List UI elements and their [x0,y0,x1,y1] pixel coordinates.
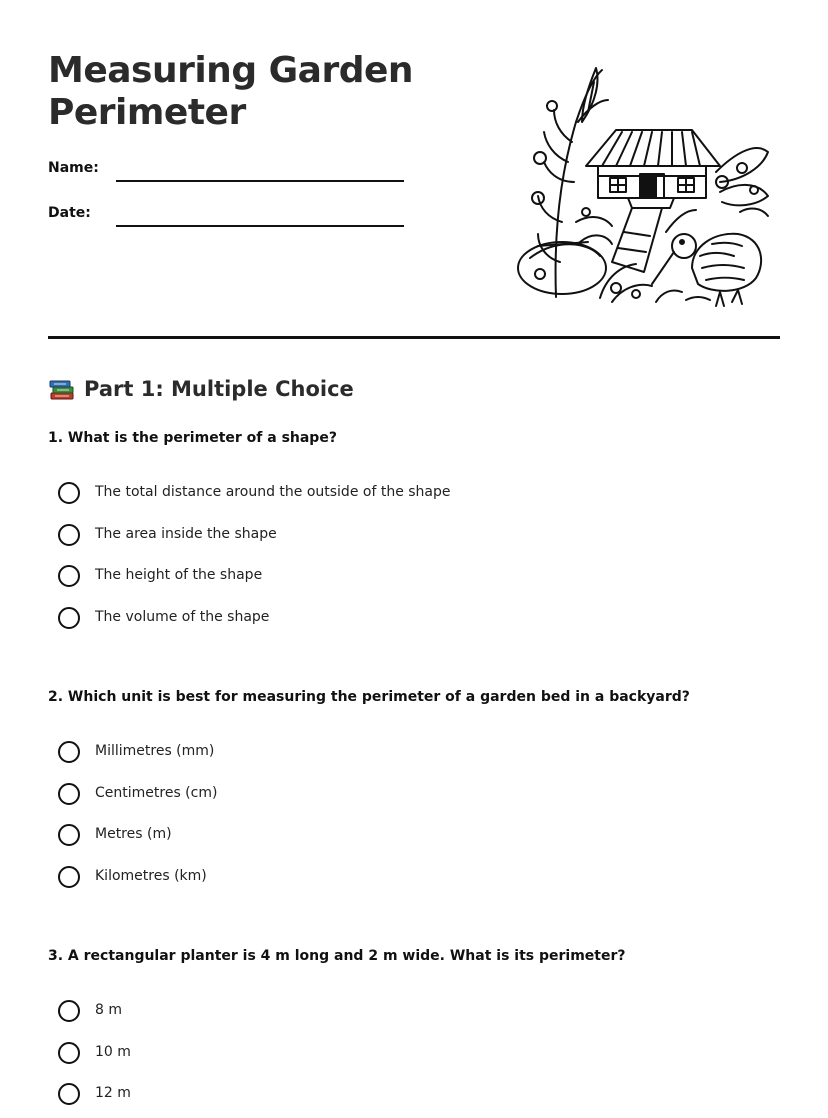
name-line[interactable] [116,180,404,182]
answer-options [58,1000,778,1118]
option-label: 8 m [95,1002,122,1018]
name-field [48,160,408,184]
option-label: The volume of the shape [95,608,270,625]
section-divider [48,336,780,339]
radio-button[interactable] [58,482,80,504]
radio-button[interactable] [58,783,80,805]
answer-option[interactable] [58,783,778,825]
option-label: 10 m [95,1043,131,1060]
question-text: 1. What is the perimeter of a shape? [48,430,337,446]
option-label: Kilometres (km) [95,867,207,884]
radio-button[interactable] [58,1000,80,1022]
answer-option[interactable] [58,741,778,783]
radio-button[interactable] [58,741,80,763]
name-label: Name: [48,160,99,176]
answer-option[interactable] [58,565,778,607]
answer-option[interactable] [58,607,778,649]
garden-house-kiwi-illustration [516,62,772,310]
section-title: Part 1: Multiple Choice [84,377,354,401]
option-label: The total distance around the outside of the shape [95,484,451,500]
question-3 [48,946,788,1101]
answer-option[interactable] [58,482,778,524]
question-text: 2. Which unit is best for measuring the perimeter of a garden bed in a backyard? [48,689,690,705]
answer-option[interactable] [58,824,778,866]
answer-option[interactable] [58,1042,778,1084]
option-label: Metres (m) [95,826,172,842]
question-text: 3. A rectangular planter is 4 m long and 2 m wide. What is its perimeter? [48,948,626,964]
answer-option[interactable] [58,866,778,908]
date-line[interactable] [116,225,404,227]
option-label: Centimetres (cm) [95,784,218,801]
radio-button[interactable] [58,824,80,846]
question-1 [48,428,788,625]
radio-button[interactable] [58,866,80,888]
date-field [48,205,408,229]
answer-option[interactable] [58,1083,778,1118]
answer-options [58,741,778,907]
page-title: Measuring Garden Perimeter [48,50,414,133]
radio-button[interactable] [58,607,80,629]
date-label: Date: [48,205,91,221]
radio-button[interactable] [58,565,80,587]
option-label: The area inside the shape [95,525,277,542]
option-label: Millimetres (mm) [95,743,215,759]
option-label: The height of the shape [95,567,263,583]
radio-button[interactable] [58,1042,80,1064]
option-label: 12 m [95,1085,131,1101]
radio-button[interactable] [58,524,80,546]
answer-options [58,482,778,648]
answer-option[interactable] [58,1000,778,1042]
books-icon [48,375,76,403]
question-2 [48,687,788,884]
answer-option[interactable] [58,524,778,566]
section-header [48,372,354,406]
radio-button[interactable] [58,1083,80,1105]
